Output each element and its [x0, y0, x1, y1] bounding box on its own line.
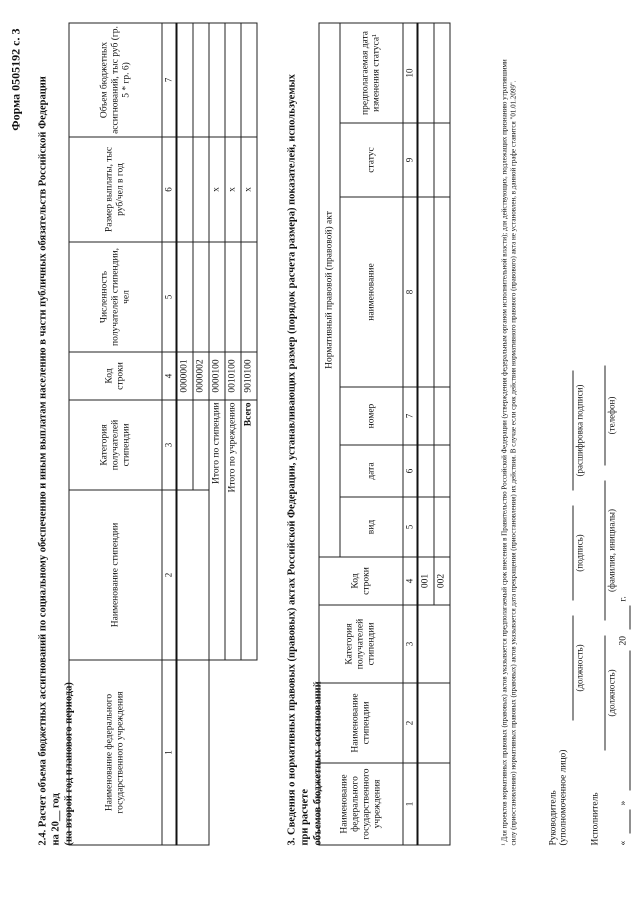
- date-line: [618, 525, 632, 845]
- budget-calc-table: [68, 22, 257, 845]
- col-header: Наименование стипендии: [69, 490, 162, 660]
- head-signature-line[interactable]: [560, 505, 573, 600]
- executor-name-caption: (фамилия, инициалы): [606, 508, 616, 592]
- col-header: статус: [340, 123, 403, 197]
- x-mark: x: [209, 137, 225, 242]
- cell[interactable]: [209, 242, 225, 352]
- col-header: Категория получателей стипендии: [319, 605, 403, 683]
- cell[interactable]: [417, 763, 450, 845]
- total-label: Итого по учреждению: [225, 400, 241, 660]
- column-number-row: [403, 22, 418, 844]
- cell[interactable]: [434, 445, 450, 497]
- cell[interactable]: [225, 23, 241, 137]
- col-number: 4: [162, 352, 177, 400]
- cell[interactable]: [417, 197, 434, 387]
- section-3-title-line1: 3. Сведения о нормативных правовых (правовых) актах Российской Федерации, устанавливающих размер (порядок расчета размера) показателей, используемых при расчете: [286, 73, 310, 845]
- row-code: 0000001: [176, 352, 193, 400]
- date-quote-open: «: [618, 840, 628, 845]
- executor-position-caption: (должность): [606, 668, 616, 717]
- col-header: Наименование федерального государственного учреждения: [69, 660, 162, 845]
- total-row-stipend: [209, 23, 225, 845]
- col-number: 6: [162, 137, 177, 242]
- col-header: Наименование федерального государственного учреждения: [319, 763, 403, 845]
- cell[interactable]: [193, 23, 209, 137]
- x-mark: x: [225, 137, 241, 242]
- cell[interactable]: [417, 387, 434, 445]
- table-row: [176, 23, 193, 845]
- cell[interactable]: [193, 242, 209, 352]
- head-label: [548, 749, 568, 845]
- cell[interactable]: [434, 387, 450, 445]
- col-header: Размер выплаты, тыс руб/чел в год: [69, 137, 162, 242]
- col-header: Код строки: [319, 557, 403, 605]
- executor-position-line[interactable]: [592, 635, 605, 750]
- section-2-4-title-line1: 2.4. Расчет объема бюджетных ассигнований по социальному обеспечению и иным выплатам населению в части публичных обязательств Российской Федерации на 20__ год: [37, 75, 61, 845]
- total-label: Всего: [241, 400, 257, 660]
- col-header: предполагаемая дата изменения статуса¹: [340, 22, 403, 122]
- head-label-line2: (уполномоченное лицо): [558, 749, 568, 845]
- row-code: 0010100: [225, 352, 241, 400]
- total-label: Итого по стипендии: [209, 400, 225, 660]
- col-header: Наименование стипендии: [319, 683, 403, 763]
- total-row-all: [241, 23, 257, 845]
- col-header: вид: [340, 497, 403, 557]
- cell[interactable]: [417, 605, 450, 683]
- column-number-row: [162, 23, 177, 845]
- row-code: 0000100: [209, 352, 225, 400]
- date-day-line[interactable]: [618, 809, 630, 833]
- cell[interactable]: [176, 242, 193, 352]
- cell[interactable]: [417, 22, 434, 122]
- date-quote-close: »: [618, 800, 628, 805]
- date-year-prefix: 20: [618, 635, 628, 645]
- col-header: наименование: [340, 197, 403, 387]
- cell[interactable]: [176, 137, 193, 242]
- date-year-line[interactable]: [618, 605, 630, 629]
- col-number: 4: [403, 557, 418, 605]
- col-number: 5: [162, 242, 177, 352]
- cell[interactable]: [176, 660, 209, 845]
- section-3-title-line2: объемов бюджетных ассигнований: [312, 680, 323, 845]
- group-header: Нормативный правовой (правовой) акт: [319, 22, 340, 556]
- cell[interactable]: [434, 123, 450, 197]
- col-number: 5: [403, 497, 418, 557]
- cell[interactable]: [417, 683, 450, 763]
- cell[interactable]: [209, 23, 225, 137]
- cell[interactable]: [176, 23, 193, 137]
- cell[interactable]: [417, 123, 434, 197]
- col-number: 3: [403, 605, 418, 683]
- cell[interactable]: [225, 242, 241, 352]
- cell: [241, 660, 257, 845]
- col-header: номер: [340, 387, 403, 445]
- cell[interactable]: [434, 197, 450, 387]
- x-mark: x: [241, 137, 257, 242]
- executor-label: Исполнитель: [590, 791, 600, 845]
- col-number: 8: [403, 197, 418, 387]
- cell: [225, 660, 241, 845]
- head-name-line[interactable]: [560, 370, 573, 490]
- row-code: 002: [434, 557, 450, 605]
- cell[interactable]: [417, 445, 434, 497]
- col-number: 9: [403, 123, 418, 197]
- cell[interactable]: [176, 400, 193, 490]
- table-row: [417, 22, 434, 844]
- col-number: 1: [162, 660, 177, 845]
- row-code: 9010100: [241, 352, 257, 400]
- col-number: 10: [403, 22, 418, 122]
- cell[interactable]: [417, 497, 434, 557]
- executor-phone-caption: (телефон): [606, 396, 616, 434]
- col-number: 2: [403, 683, 418, 763]
- col-header: Код строки: [69, 352, 162, 400]
- executor-phone-line[interactable]: [592, 365, 605, 465]
- col-number: 1: [403, 763, 418, 845]
- col-header: Объем бюджетных ассигнований, тыс руб (гр. 5 * гр. 6): [69, 23, 162, 137]
- head-label-line1: Руководитель: [548, 789, 558, 845]
- table-header-row: [69, 23, 162, 845]
- head-name-caption: (расшифровка подписи): [574, 384, 584, 476]
- head-signature-caption: (подпись): [574, 533, 584, 572]
- cell[interactable]: [193, 137, 209, 242]
- row-code: 0000002: [193, 352, 209, 400]
- col-header: дата: [340, 445, 403, 497]
- cell[interactable]: [241, 23, 257, 137]
- cell[interactable]: [434, 497, 450, 557]
- legal-acts-table: [318, 22, 450, 845]
- cell[interactable]: [434, 22, 450, 122]
- col-number: 3: [162, 400, 177, 490]
- col-number: 7: [403, 387, 418, 445]
- executor-name-line[interactable]: [592, 480, 605, 620]
- form-code: Форма 0505192 с. 3: [8, 28, 22, 131]
- date-month-line[interactable]: [618, 650, 630, 790]
- col-number: 2: [162, 490, 177, 660]
- table-header-row: [319, 22, 340, 844]
- cell[interactable]: [193, 400, 209, 490]
- cell[interactable]: [241, 242, 257, 352]
- section-2-4-title-line2: (на второй год планового периода): [63, 681, 74, 845]
- col-number: 6: [403, 445, 418, 497]
- footnote: ¹ Для проектов нормативных правовых (правовых) актов указывается предполагаемый срок внесения в Правительство Российской Федерации (утверждения федеральным органом исполнительной власти); для действующих, подлежащих признанию утратившими силу (приостановлению) нормативных правовых (правовых) актов указывается дата прекращения (приостановления) их действия. В случае если срок действия нормативного правового (правового) акта не установлен, в данной графе ставится "01.01.2099".: [500, 58, 517, 845]
- date-year-suffix: г.: [618, 595, 628, 601]
- cell[interactable]: [176, 490, 209, 660]
- col-header: Численность получателей стипендии, чел: [69, 242, 162, 352]
- col-header: Категория получателей стипендии: [69, 400, 162, 490]
- total-row-institution: [225, 23, 241, 845]
- cell: [209, 660, 225, 845]
- row-code: 001: [417, 557, 434, 605]
- head-position-caption: (должность): [574, 643, 584, 692]
- head-position-line[interactable]: [560, 615, 573, 720]
- col-number: 7: [162, 23, 177, 137]
